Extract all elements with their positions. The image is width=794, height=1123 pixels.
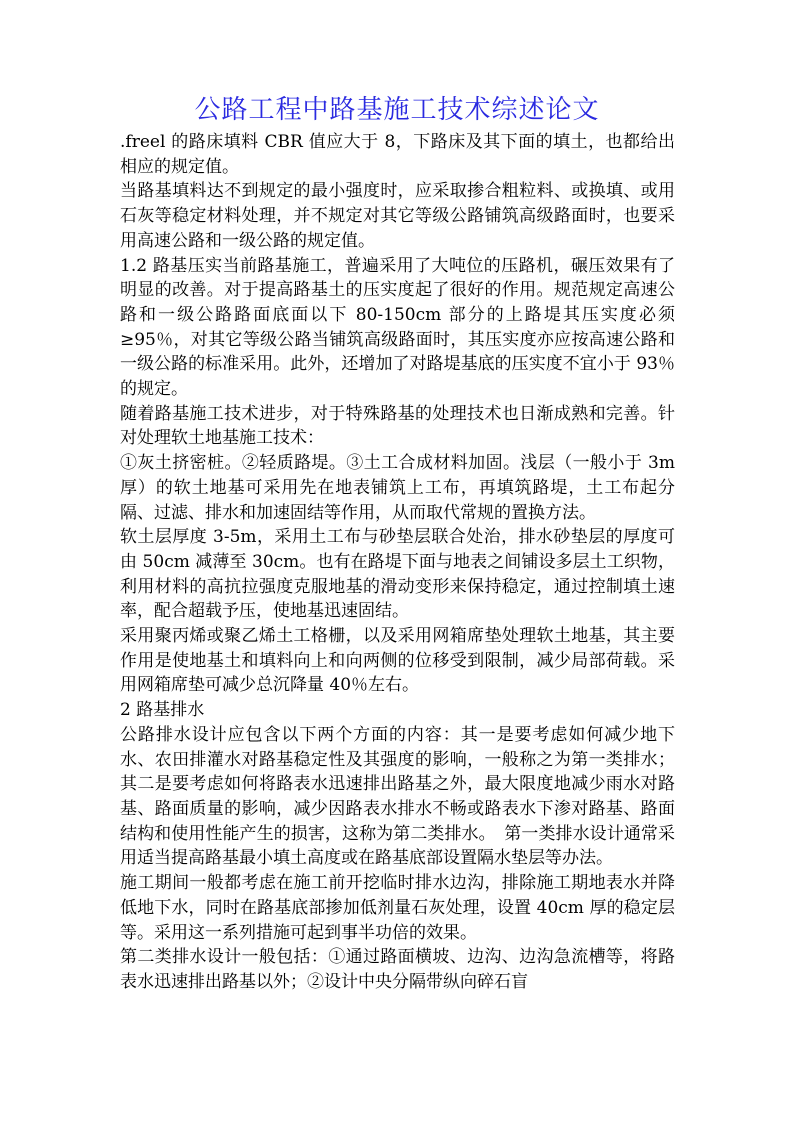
section-heading-drainage: 2 路基排水 <box>120 700 205 721</box>
paragraph-special-subgrade: 随着路基施工技术进步，对于特殊路基的处理技术也日渐成熟和完善。针对处理软土地基施工技术： <box>120 403 675 449</box>
paragraph-drainage-design: 公路排水设计应包含以下两个方面的内容：其一是要考虑如何减少地下水、农田排灌水对路基稳定性及其强度的影响，一般称之为第一类排水；其二是要考虑如何将路表水迅速排出路基之外，最大限度地减少雨水对路基、路面质量的影响，减少因路表水排水不畅或路表水下渗对路基、路面结构和使用性能产生的损害，这称为第二类排水。 第一类排水设计通常采用适当提高路基最小填土高度或在路基底部设置隔水垫层等办法。 <box>120 724 675 869</box>
paragraph-geotextile-sand: 软土层厚度 3-5m，采用土工布与砂垫层联合处治，排水砂垫层的厚度可由 50cm 减薄至 30cm。也有在路堤下面与地表之间铺设多层土工织物，利用材料的高抗拉强度克服地基的滑动变形来保持稳定，通过控制填土速率，配合超载予压，使地基迅速固结。 <box>120 527 675 622</box>
paragraph-fill-strength: 当路基填料达不到规定的最小强度时，应采取掺合粗粒料、或换填、或用石灰等稳定材料处理，并不规定对其它等级公路铺筑高级路面时，也要采用高速公路和一级公路的规定值。 <box>120 181 675 251</box>
document-body <box>120 130 675 995</box>
document-title: 公路工程中路基施工技术综述论文 <box>194 95 600 125</box>
paragraph-compaction: 1.2 路基压实当前路基施工，普遍采用了大吨位的压路机，碾压效果有了明显的改善。对于提高路基土的压实度起了很好的作用。规范规定高速公路和一级公路路面底面以下 80-150cm 部分的上路堤其压实度必须≥95％，对其它等级公路当铺筑高级路面时，其压实度亦应按高速公路和一级公路的标准采用。此外，还增加了对路堤基底的压实度不宜小于 93％的规定。 <box>120 255 675 400</box>
paragraph-second-type-drainage: 第二类排水设计一般包括：①通过路面横坡、边沟、边沟急流槽等，将路表水迅速排出路基以外；②设计中央分隔带纵向碎石盲 <box>120 947 675 992</box>
paragraph-cbr-requirement: .freel 的路床填料 CBR 值应大于 8，下路床及其下面的填土，也都给出相应的规定值。 <box>120 132 675 177</box>
paragraph-soft-soil-methods: ①灰土挤密桩。②轻质路堤。③土工合成材料加固。浅层（一般小于 3m 厚）的软土地基可采用先在地表铺筑上工布，再填筑路堤，土工布起分隔、过滤、排水和加速固结等作用，从而取代常规的置换方法。 <box>120 453 675 523</box>
paragraph-construction-drainage: 施工期间一般都考虑在施工前开挖临时排水边沟，排除施工期地表水并降低地下水，同时在路基底部掺加低剂量石灰处理，设置 40cm 厚的稳定层等。采用这一系列措施可起到事半功倍的效果。 <box>120 873 675 943</box>
paragraph-geogrid: 采用聚丙烯或聚乙烯土工格栅，以及采用网箱席垫处理软土地基，其主要作用是使地基土和填料向上和向两侧的位移受到限制，减少局部荷载。采用网箱席垫可减少总沉降量 40％左右。 <box>120 626 675 696</box>
